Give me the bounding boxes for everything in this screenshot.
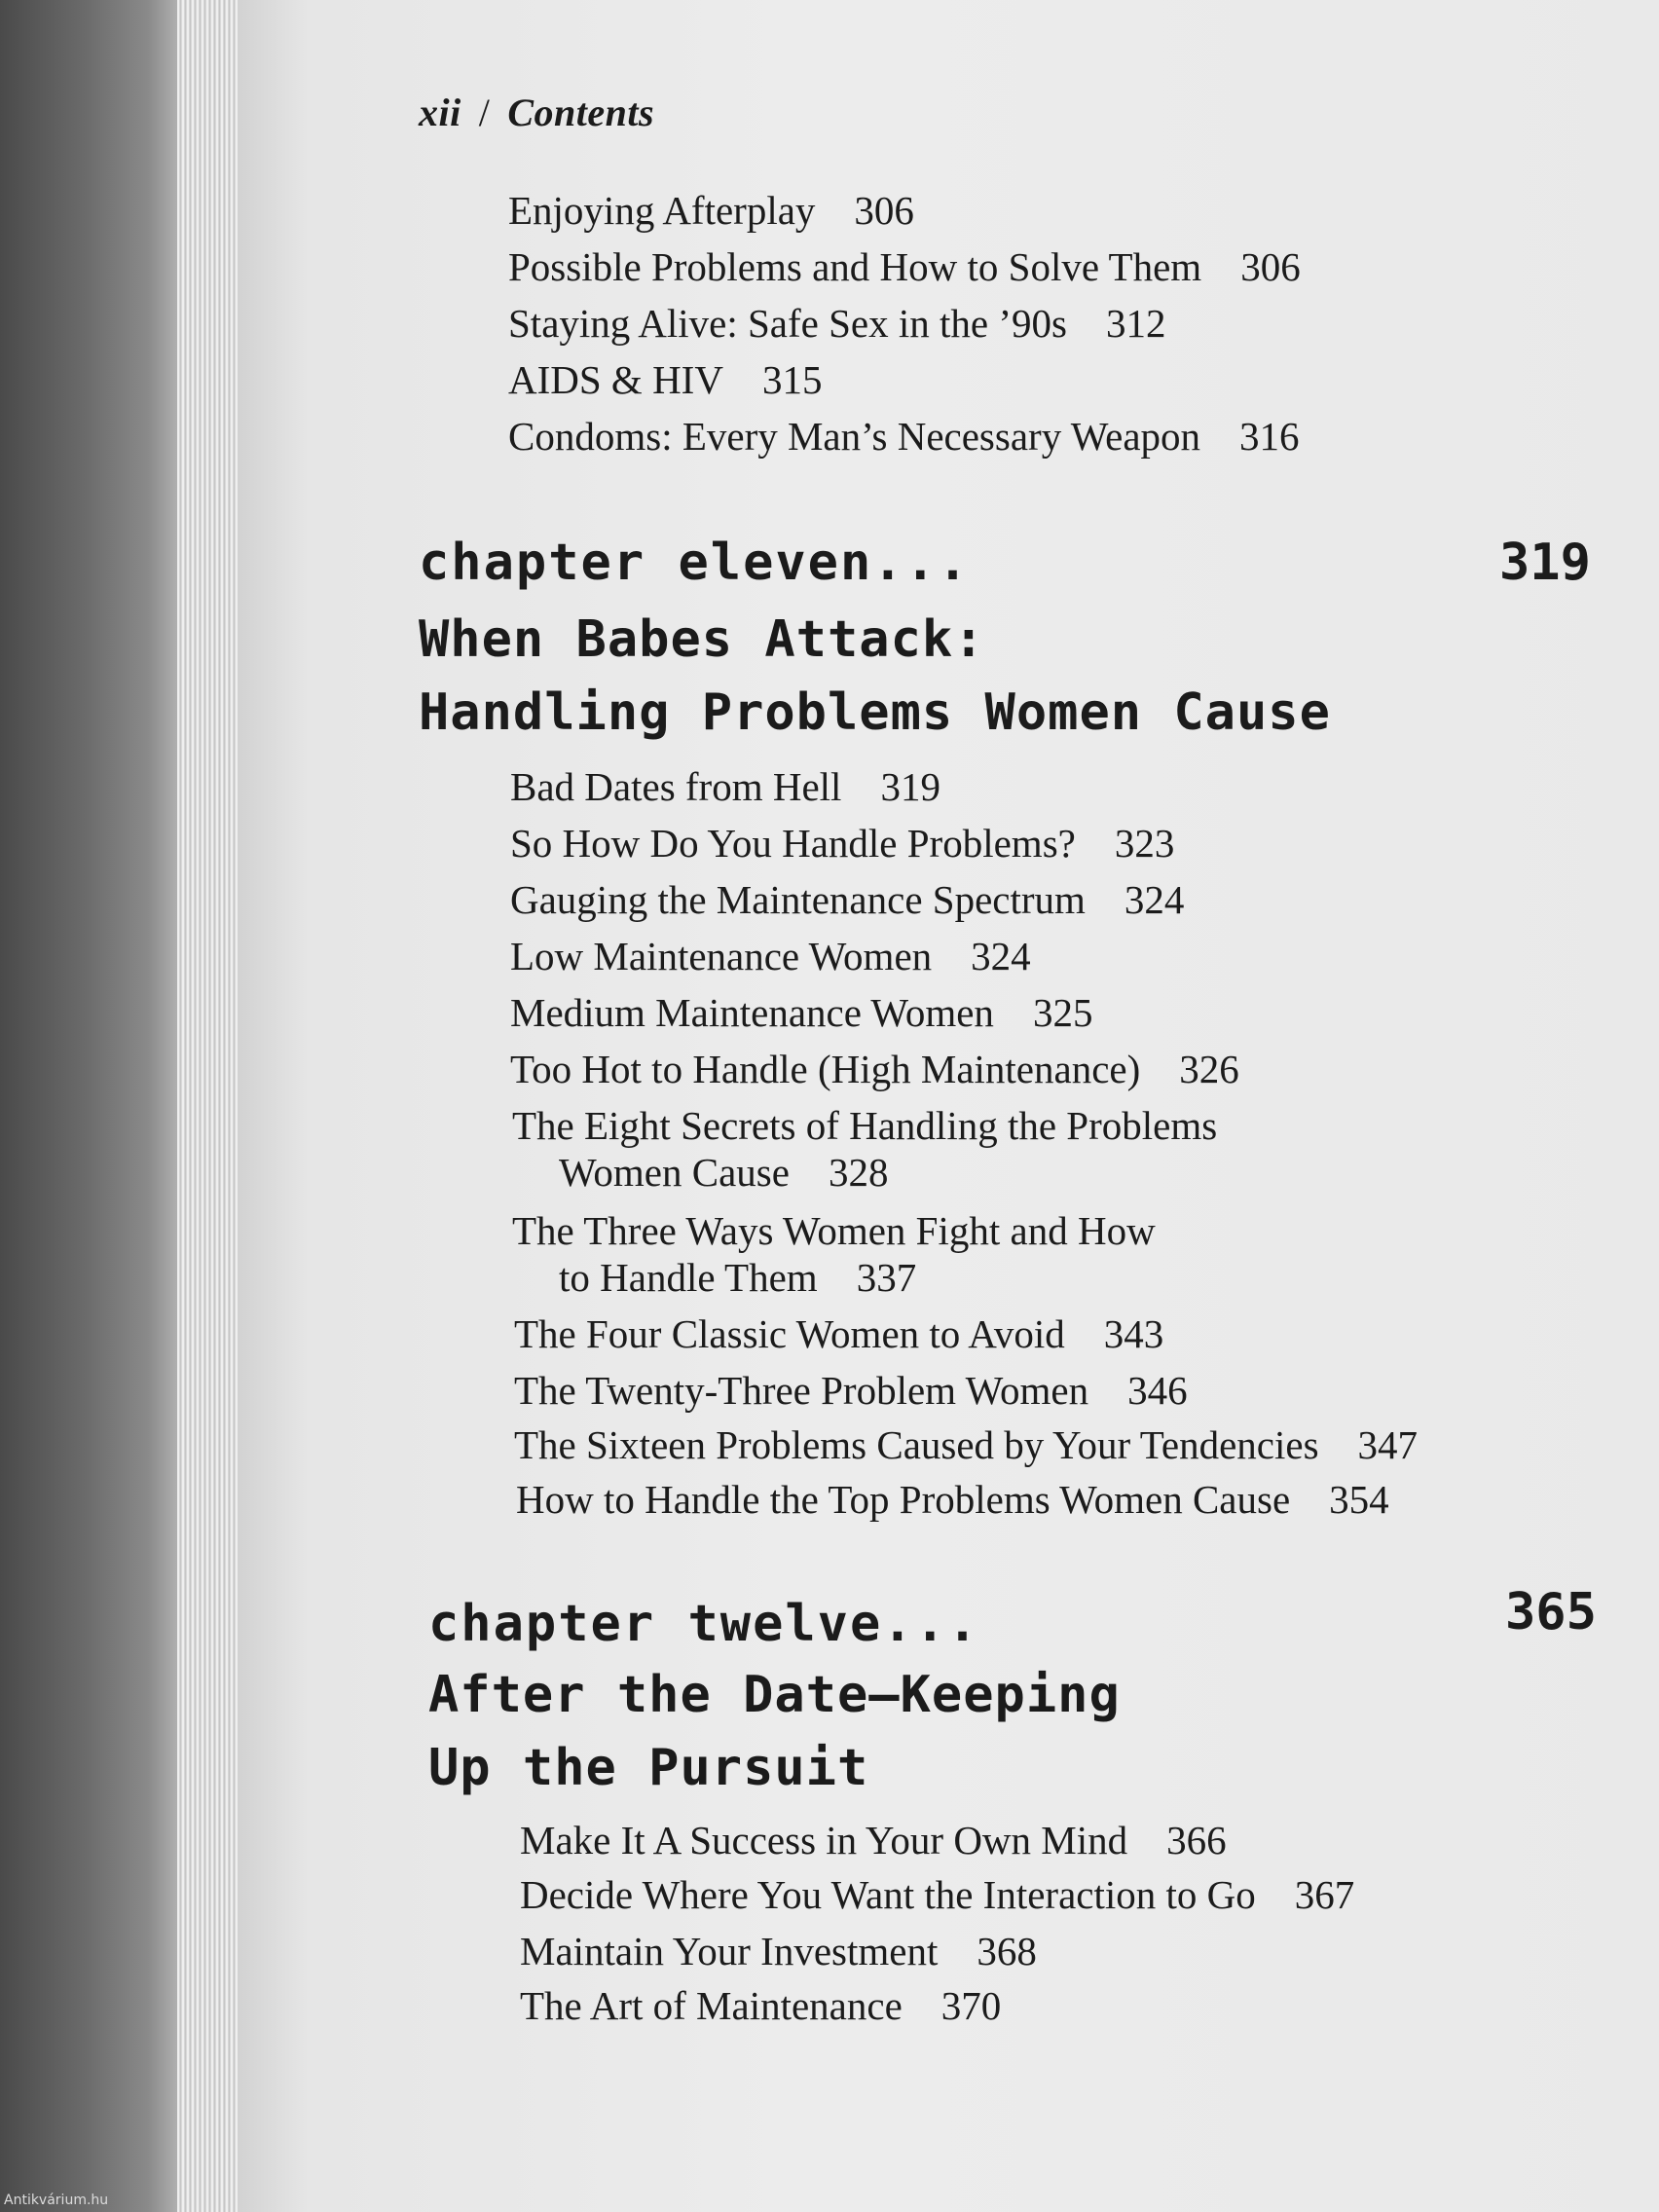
toc-entry[interactable] [512, 1207, 1156, 1301]
toc-entry-page: 306 [1240, 244, 1301, 289]
chapter-label: chapter eleven... [419, 534, 971, 592]
toc-entry-page: 354 [1329, 1477, 1389, 1522]
chapter-page-number: 319 [1499, 534, 1591, 592]
toc-entry-page: 316 [1239, 414, 1300, 459]
toc-entry[interactable] [510, 763, 940, 810]
chapter-title[interactable] [428, 1659, 1121, 1805]
running-head-title: Contents [507, 91, 655, 134]
toc-entry-page: 370 [940, 1983, 1002, 2028]
toc-entry[interactable] [520, 1817, 1227, 1863]
toc-entry[interactable] [510, 989, 1092, 1036]
toc-entry-page: 315 [761, 357, 823, 402]
toc-entry-title: How to Handle the Top Problems Women Cause [516, 1477, 1291, 1522]
toc-entry-page: 328 [828, 1150, 889, 1195]
toc-entry-title: Too Hot to Handle (High Maintenance) [510, 1047, 1141, 1091]
toc-entry[interactable] [520, 1982, 1001, 2029]
toc-entry[interactable] [508, 187, 914, 234]
toc-entry-page: 366 [1166, 1818, 1227, 1862]
toc-entry[interactable] [514, 1421, 1418, 1468]
chapter-page-number: 365 [1505, 1583, 1597, 1641]
toc-entry-title: The Twenty-Three Problem Women [514, 1368, 1089, 1413]
toc-entry[interactable] [508, 243, 1301, 290]
toc-entry-title: Bad Dates from Hell [510, 764, 842, 809]
toc-entry-page: 325 [1032, 990, 1093, 1035]
chapter-title-line: After the Date—Keeping [428, 1666, 1121, 1724]
toc-entry[interactable] [510, 933, 1031, 979]
toc-entry-title: AIDS & HIV [508, 357, 723, 402]
folio: xii [419, 91, 461, 134]
chapter-label: chapter twelve... [428, 1595, 980, 1653]
contents-page [238, 0, 1659, 2212]
book-spine-shadow [0, 0, 185, 2212]
toc-entry-title: Low Maintenance Women [510, 934, 933, 978]
toc-entry[interactable] [510, 820, 1174, 866]
watermark: Antikvárium.hu [4, 2193, 109, 2208]
chapter-title-line: When Babes Attack: [419, 610, 985, 669]
page-edges [177, 0, 240, 2212]
chapter-title-line: Up the Pursuit [428, 1739, 869, 1797]
chapter-title-line: Handling Problems Women Cause [419, 683, 1331, 742]
toc-entry[interactable] [520, 1928, 1037, 1974]
toc-entry-page: 367 [1294, 1872, 1355, 1917]
toc-entry-title: Possible Problems and How to Solve Them [508, 244, 1202, 289]
toc-entry-page: 324 [1124, 877, 1185, 922]
chapter-title[interactable] [419, 604, 1331, 750]
toc-entry-title: Enjoying Afterplay [508, 188, 816, 233]
toc-entry-page: 312 [1105, 301, 1166, 346]
toc-entry-title: The Eight Secrets of Handling the Problems [512, 1103, 1218, 1148]
toc-entry-title: So How Do You Handle Problems? [510, 821, 1076, 866]
toc-entry-page: 346 [1127, 1368, 1188, 1413]
toc-entry-page: 337 [856, 1255, 917, 1300]
toc-entry-title: Staying Alive: Safe Sex in the ’90s [508, 301, 1067, 346]
toc-entry-title: Medium Maintenance Women [510, 990, 994, 1035]
toc-entry-page: 319 [880, 764, 940, 809]
toc-entry-title: Gauging the Maintenance Spectrum [510, 877, 1086, 922]
toc-entry-title: The Four Classic Women to Avoid [514, 1311, 1065, 1356]
toc-entry[interactable] [516, 1476, 1389, 1523]
toc-entry[interactable] [510, 1046, 1239, 1092]
toc-entry-title: The Three Ways Women Fight and How [512, 1208, 1156, 1253]
toc-entry-title: The Art of Maintenance [520, 1983, 903, 2028]
running-head [419, 90, 654, 135]
toc-entry[interactable] [514, 1310, 1163, 1357]
toc-entry-title: Condoms: Every Man’s Necessary Weapon [508, 414, 1201, 459]
toc-entry[interactable] [520, 1871, 1354, 1918]
toc-entry[interactable] [512, 1102, 1217, 1196]
toc-entry[interactable] [508, 300, 1165, 347]
toc-entry-page: 326 [1179, 1047, 1239, 1091]
toc-entry-page: 343 [1103, 1311, 1164, 1356]
toc-entry-title: Make It A Success in Your Own Mind [520, 1818, 1128, 1862]
toc-entry[interactable] [508, 413, 1300, 460]
running-head-separator: / [478, 91, 491, 134]
toc-entry-title: Maintain Your Investment [520, 1929, 939, 1973]
toc-entry-page: 306 [854, 188, 914, 233]
toc-entry-title: The Sixteen Problems Caused by Your Tendencies [514, 1422, 1319, 1467]
toc-entry-title-continued: Women Cause [559, 1150, 790, 1195]
toc-entry-page: 368 [977, 1929, 1037, 1973]
toc-entry-page: 323 [1114, 821, 1175, 866]
toc-entry[interactable] [510, 876, 1184, 923]
toc-entry-title: Decide Where You Want the Interaction to Go [520, 1872, 1256, 1917]
toc-entry[interactable] [508, 356, 822, 403]
toc-entry-title-continued: to Handle Them [559, 1255, 818, 1300]
toc-entry-page: 347 [1357, 1422, 1419, 1467]
toc-entry-page: 324 [971, 934, 1031, 978]
toc-entry[interactable] [514, 1367, 1188, 1414]
